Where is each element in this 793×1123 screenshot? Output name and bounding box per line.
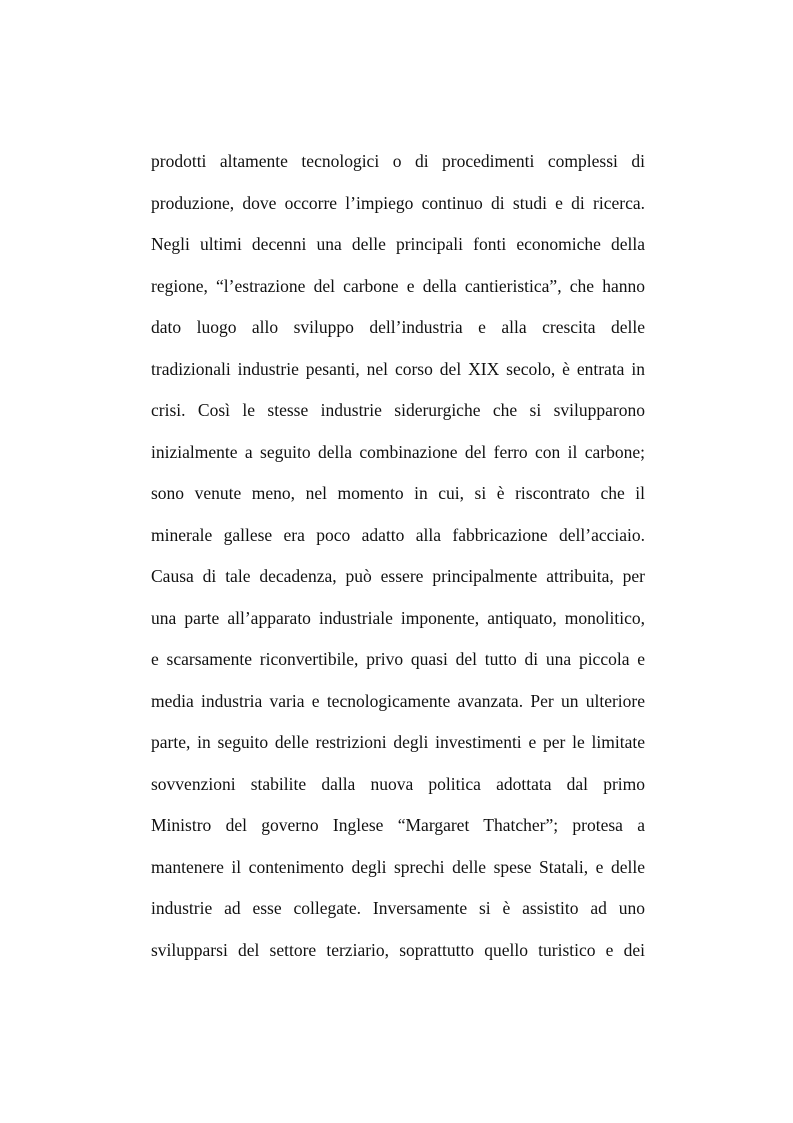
text-line: minerale gallese era poco adatto alla fabbricazione dell’acciaio. <box>151 524 645 545</box>
text-line: parte, in seguito delle restrizioni degli investimenti e per le limitate <box>151 732 645 752</box>
text-line: crisi. Così le stesse industrie siderurgiche che si svilupparono <box>151 400 645 420</box>
text-line: Causa di tale decadenza, può essere principalmente attribuita, per <box>151 566 645 586</box>
text-line: tradizionali industrie pesanti, nel corso del XIX secolo, è entrata in <box>151 358 645 379</box>
text-line: inizialmente a seguito della combinazione del ferro con il carbone; <box>151 441 645 462</box>
text-line: sovvenzioni stabilite dalla nuova politica adottata dal primo <box>151 773 645 794</box>
text-line: sono venute meno, nel momento in cui, si è riscontrato che il <box>151 483 645 503</box>
text-line: produzione, dove occorre l’impiego continuo di studi e di ricerca. <box>151 192 645 213</box>
text-line: svilupparsi del settore terziario, soprattutto quello turistico e dei <box>151 939 645 960</box>
text-line: Negli ultimi decenni una delle principali fonti economiche della <box>151 234 645 254</box>
text-line: regione, “l’estrazione del carbone e della cantieristica”, che hanno <box>151 275 645 296</box>
text-line: una parte all’apparato industriale imponente, antiquato, monolitico, <box>151 607 645 628</box>
text-line: mantenere il contenimento degli sprechi delle spese Statali, e delle <box>151 856 645 877</box>
body-paragraph <box>151 146 645 976</box>
text-line: industrie ad esse collegate. Inversamente si è assistito ad uno <box>151 898 645 918</box>
text-line: dato luogo allo sviluppo dell’industria e alla crescita delle <box>151 317 645 337</box>
text-line: media industria varia e tecnologicamente avanzata. Per un ulteriore <box>151 690 645 711</box>
text-line: e scarsamente riconvertibile, privo quasi del tutto di una piccola e <box>151 649 645 669</box>
text-line: prodotti altamente tecnologici o di procedimenti complessi di <box>151 151 645 171</box>
text-line: Ministro del governo Inglese “Margaret Thatcher”; protesa a <box>151 815 645 835</box>
